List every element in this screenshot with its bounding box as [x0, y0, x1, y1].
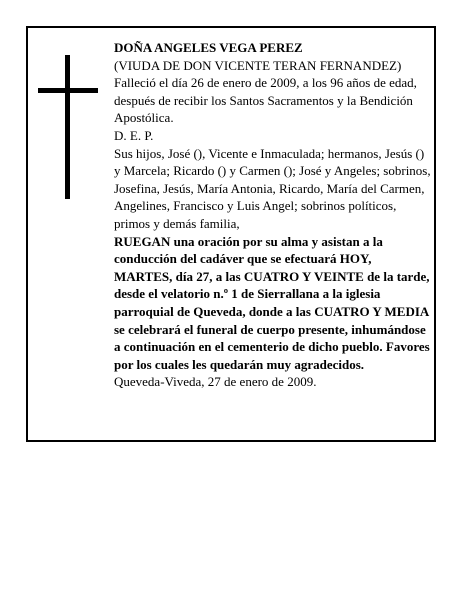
rip-line: D. E. P. [114, 127, 154, 143]
place-date: Queveda-Viveda, 27 de enero de 2009. [114, 374, 317, 390]
request-text: RUEGAN una oración por su alma y asistan a la conducción del cadáver que se efectuará HOY, MARTES, día 27, a las CUATRO Y VEINTE de la tarde, desde el velatorio n.º 1 de Sierrallana a la iglesia parroquial de Queveda, donde a las CUATRO Y MEDIA se celebrará el funeral de cuerpo presente, inhumándose a continuación en el cementerio de dicho pueblo. Favores por los cuales les quedarán muy agradecidos. [114, 233, 430, 372]
widow-line: (VIUDA DE DON VICENTE TERAN FERNANDEZ) [114, 57, 402, 73]
deceased-name: DOÑA ANGELES VEGA PEREZ [114, 40, 303, 55]
cross-horizontal-bar [38, 88, 98, 93]
death-info: Falleció el día 26 de enero de 2009, a los 96 años de edad, después de recibir los Santos Sacramentos y la Bendición Apostólica. [114, 75, 417, 126]
obituary-text [114, 39, 432, 391]
cross-vertical-bar [65, 55, 70, 199]
family-text: Sus hijos, José (), Vicente e Inmaculada; hermanos, Jesús () y Marcela; Ricardo () y Carmen (); José y Angeles; sobrinos, Josefina, Jesús, María Antonia, Ricardo, María del Carmen, Angelines, Francisco y Luis Angel; sobrinos políticos, primos y demás familia, [114, 145, 431, 231]
cross-icon [38, 55, 98, 199]
obituary-notice [26, 26, 436, 442]
